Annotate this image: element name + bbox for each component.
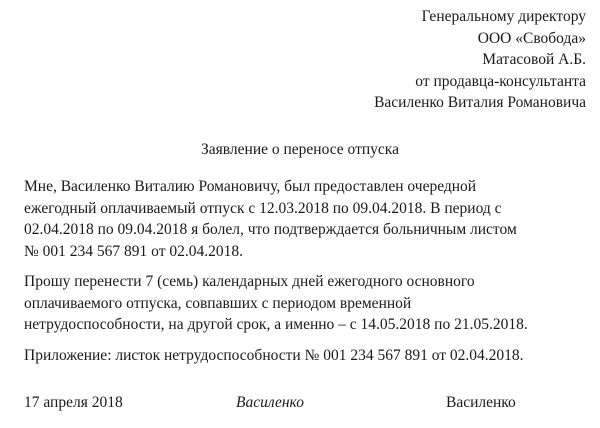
addressee-line: от продавца-консультанта bbox=[415, 72, 586, 90]
handwritten-signature: Василенко bbox=[236, 394, 304, 411]
addressee-block bbox=[374, 6, 586, 114]
addressee-line: ООО «Свобода» bbox=[477, 29, 586, 47]
attachment-line: Приложение: листок нетрудоспособности № 001 234 567 891 от 02.04.2018. bbox=[24, 347, 524, 364]
signature-row bbox=[0, 392, 600, 416]
paragraph-line: оплачиваемого отпуска, совпавших с периодом временной bbox=[24, 294, 412, 312]
paragraph-line: ежегодный оплачиваемый отпуск с 12.03.2018 по 09.04.2018. В период с bbox=[24, 199, 502, 217]
paragraph-line: № 001 234 567 891 от 02.04.2018. bbox=[24, 242, 243, 260]
addressee-line: Матасовой А.Б. bbox=[482, 51, 586, 68]
document-date: 17 апреля 2018 bbox=[24, 394, 123, 411]
document-title: Заявление о переносе отпуска bbox=[201, 141, 399, 158]
addressee-line: Василенко Виталия Романовича bbox=[374, 94, 586, 111]
paragraph-line: Прошу перенести 7 (семь) календарных дней ежегодного основного bbox=[24, 273, 475, 290]
paragraph-line: Мне, Василенко Виталию Романовичу, был предоставлен очередной bbox=[24, 178, 477, 195]
paragraph-attachment bbox=[24, 345, 590, 367]
addressee-line: Генеральному директору bbox=[421, 8, 586, 25]
paragraph-line: нетрудоспособности, на другой срок, а именно – с 14.05.2018 по 21.05.2018. bbox=[24, 316, 528, 333]
paragraph-line: 02.04.2018 по 09.04.2018 я болел, что подтверждается больничным листом bbox=[24, 221, 517, 238]
paragraph-request bbox=[24, 271, 590, 336]
signer-name: Василенко bbox=[446, 394, 516, 411]
paragraph-vacation-info bbox=[24, 176, 590, 262]
